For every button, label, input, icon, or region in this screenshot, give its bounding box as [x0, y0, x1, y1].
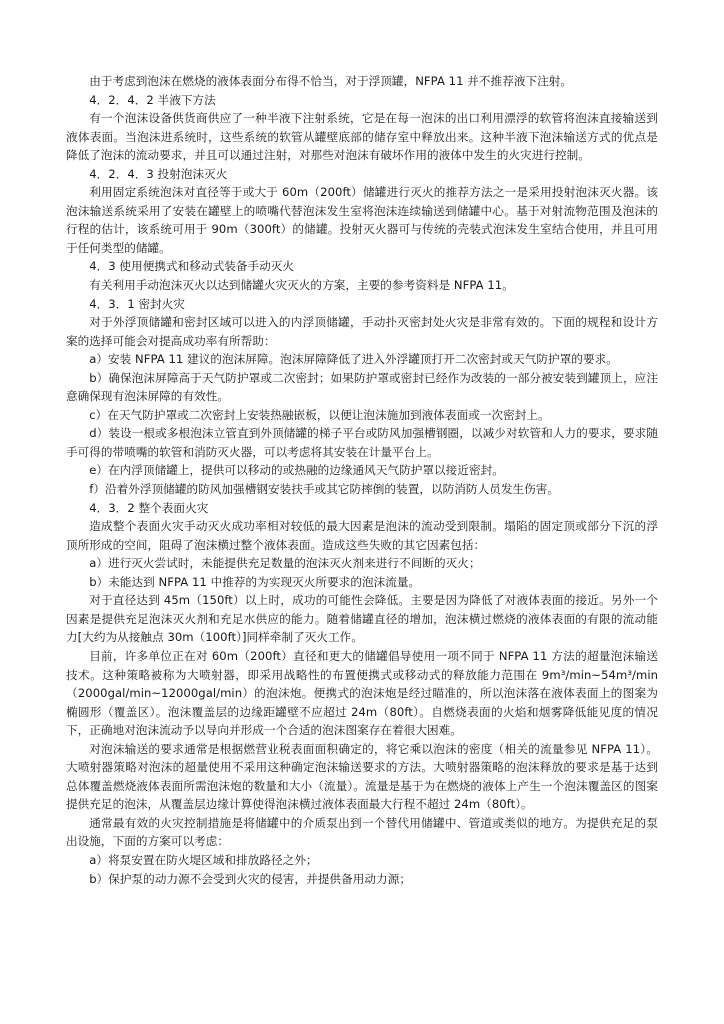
section-heading: 4．2．4．3 投射泡沫灭火 — [89, 166, 228, 181]
section-heading: 4．3．2 整个表面火灾 — [89, 500, 209, 515]
paragraph: 由于考虑到泡沫在燃烧的液体表面分布得不恰当，对于浮顶罐，NFPA 11 并不推荐液下注射。 — [89, 74, 573, 88]
paragraph: 对于外浮顶储罐和密封区域可以进入的内浮顶储罐，手动扑灭密封处火灾是非常有效的。下面的规程和设计方案的选择可能会对提高成功率有所帮助： — [66, 315, 658, 348]
list-item: a）进行灭火尝试时，未能提供充足数量的泡沫灭火剂来进行不间断的灭火； — [89, 556, 481, 571]
section-heading: 4．3 使用便携式和移动式装备手动灭火 — [89, 259, 295, 274]
list-item: b）未能达到 NFPA 11 中推荐的为实现灭火所要求的泡沫流量。 — [89, 574, 421, 589]
list-item: d）装设一根或多根泡沫立管直到外顶储罐的梯子平台或防风加强槽钢圈，以减少对软管和人力的要求，要求随手可得的带喷嘴的软管和消防灭火器，可以考虑将其安装在计量平台上。 — [66, 426, 658, 459]
paragraph: 利用固定系统泡沫对直径等于或大于 60m（200ft）储罐进行灭火的推荐方法之一是采用投射泡沫灭火器。该泡沫输送系统采用了安装在罐壁上的喷嘴代替泡沫发生室将泡沫连续输送到储罐中心。基于对射流物范围及泡沫的行程的估计，该系统可用于 90m（300ft）的储罐。投射灭火器可与传统的壳装式泡沫发生室结合使用，并且可用于任何类型的储罐。 — [66, 185, 658, 255]
list-item: f）沿着外浮顶储罐的防风加强槽钢安装扶手或其它防摔倒的装置，以防消防人员发生伤害。 — [89, 482, 560, 497]
section-heading: 4．2．4．2 半液下方法 — [89, 92, 216, 107]
paragraph: 对泡沫输送的要求通常是根据燃营业税表面面积确定的，将它乘以泡沫的密度（相关的流量参见 NFPA 11）。大喷射器策略对泡沫的超量使用不采用这种确定泡沫输送要求的方法。大喷射器策略的泡沫释放的要求是基于达到总体覆盖燃烧液体表面所需泡沫炮的数量和大小（流量）。流量是基于为在燃烧的液体上产生一个泡沫覆盖区的图案提供充足的泡沫，从覆盖层边缘计算使得泡沫横过液体表面最大行程不超过 24m（80ft）。 — [66, 741, 658, 812]
paragraph: 有关利用手动泡沫灭火以达到储罐火灾灭火的方案，主要的参考资料是 NFPA 11。 — [89, 278, 514, 293]
list-item: c）在天气防护罩或二次密封上安装热融嵌板，以便让泡沫施加到液体表面或一次密封上。 — [89, 407, 550, 422]
list-item: b）确保泡沫屏障高于天气防护罩或二次密封；如果防护罩或密封已经作为改装的一部分被安装到罐顶上，应注意确保现有泡沫屏障的有效性。 — [66, 370, 658, 404]
paragraph: 对于直径达到 45m（150ft）以上时，成功的可能性会降低。主要是因为降低了对液体表面的接近。另外一个因素是提供充足泡沫灭火剂和充足水供应的能力。随着储罐直径的增加，泡沫横过燃烧的液体表面的有限的流动能力[大约为从接触点 30m（100ft）]同样牵制了灭火工作。 — [66, 593, 658, 645]
paragraph: 有一个泡沫设备供货商供应了一种半液下注射系统，它是在每一泡沫的出口利用漂浮的软管将泡沫直接输送到液体表面。当泡沫进系统时，这些系统的软管从罐壁底部的储存室中释放出来。这种半液下泡沫输送方式的优点是降低了泡沫的流动要求，并且可以通过注射，对那些对泡沫有破坏作用的液体中发生的火灾进行控制。 — [66, 111, 658, 163]
list-item: e）在内浮顶储罐上，提供可以移动的或热融的边缘通风天气防护罩以接近密封。 — [89, 463, 504, 478]
paragraph: 造成整个表面火灾手动灭火成功率相对较低的最大因素是泡沫的流动受到限制。塌陷的固定顶或部分下沉的浮顶所形成的空间，阻碍了泡沫横过整个液体表面。造成这些失败的其它因素包括： — [66, 519, 658, 552]
section-heading: 4．3．1 密封火灾 — [89, 296, 186, 311]
list-item: b）保护泵的动力源不会受到火灾的侵害，并提供备用动力源； — [89, 871, 411, 886]
paragraph: 目前，许多单位正在对 60m（200ft）直径和更大的储罐倡导使用一项不同于 NFPA 11 方法的超量泡沫输送技术。这种策略被称为大喷射器，即采用战略性的布置便携式或移动式的释放能力范围在 9m³/min~54m³/min（2000gal/min~12000gal/min）的泡沫炮。便携式的泡沫炮是经过瞄准的，所以泡沫落在液体表面上的图案为椭圆形（覆盖区）。泡沫覆盖层的边缘距罐壁不应超过 24m（80ft）。自燃烧表面的火焰和烟雾降低能见度的情况下，正确地对泡沫流动予以导向并形成一个合适的泡沫图案存在着很大困难。 — [66, 648, 658, 738]
paragraph: 通常最有效的火灾控制措施是将储罐中的介质泵出到一个替代用储罐中、管道或类似的地方。为提供充足的泵出设施，下面的方案可以考虑： — [66, 815, 658, 849]
list-item: a）将泵安置在防火堤区域和排放路径之外； — [89, 852, 318, 867]
list-item: a）安装 NFPA 11 建议的泡沫屏障。泡沫屏障降低了进入外浮罐顶打开二次密封或天气防护罩的要求。 — [89, 352, 618, 367]
